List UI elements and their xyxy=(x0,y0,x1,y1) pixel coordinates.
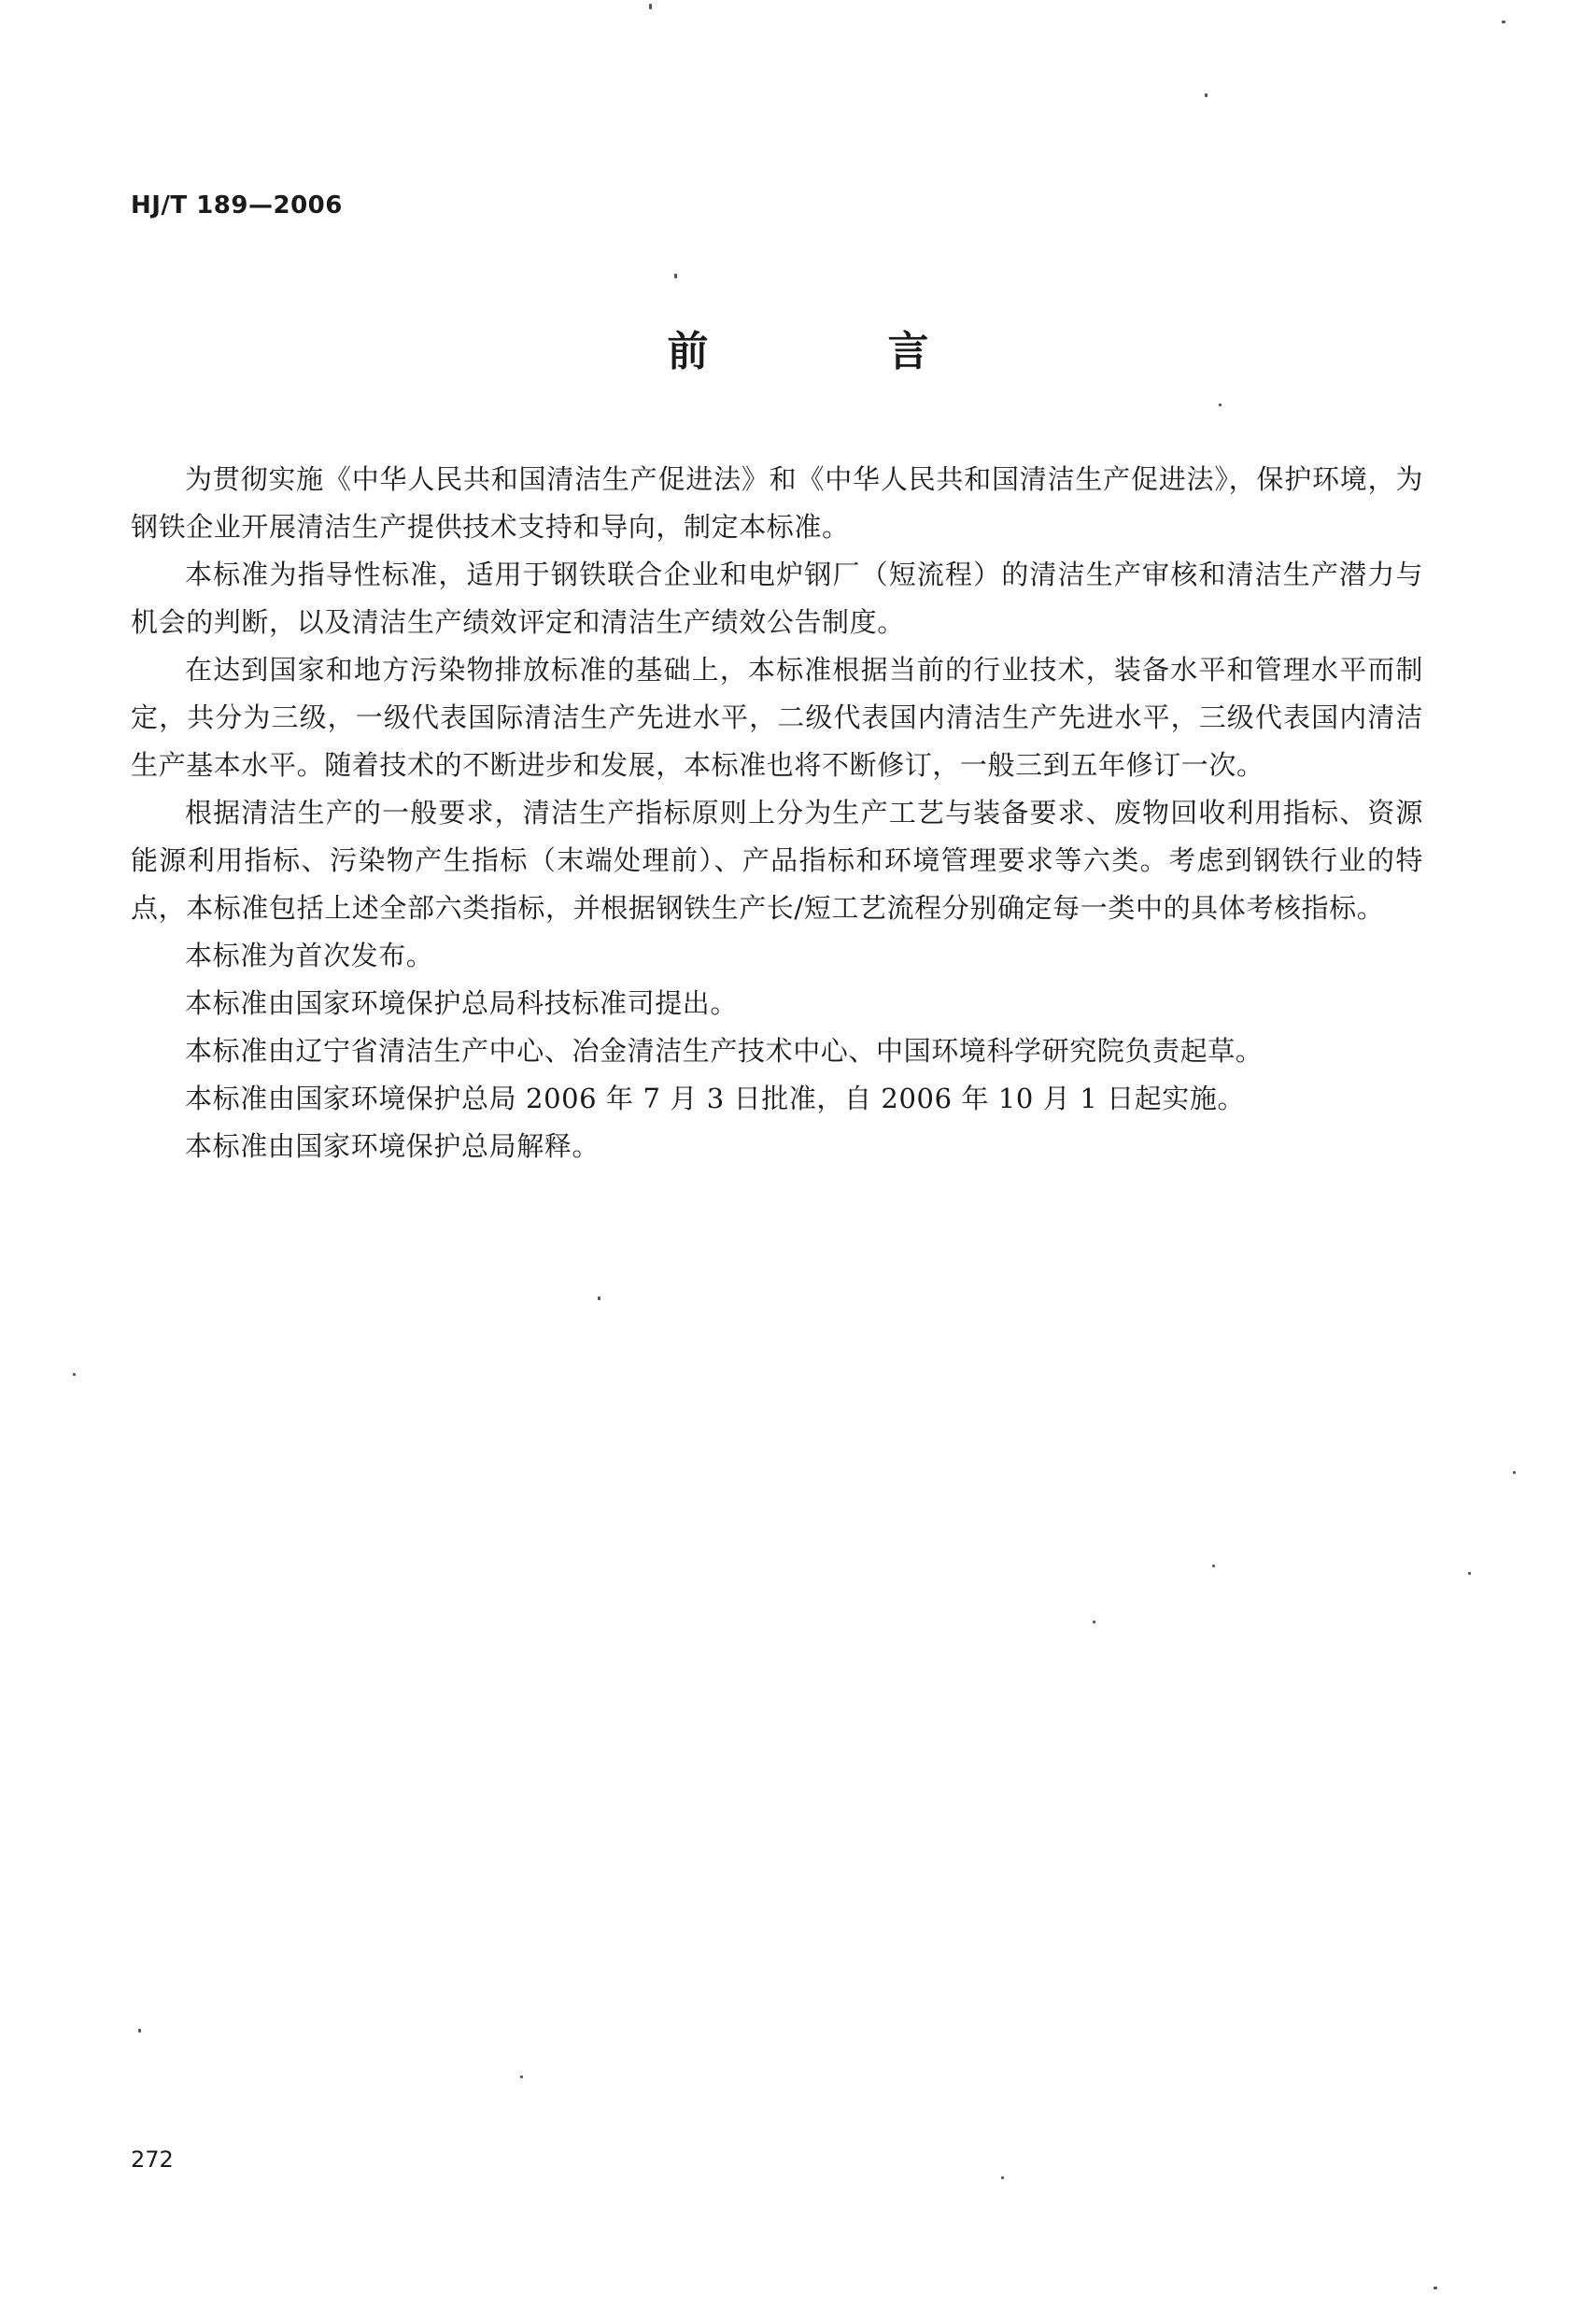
scan-speck xyxy=(1212,1565,1215,1567)
paragraph-drafted-by: 本标准由辽宁省清洁生产中心、冶金清洁生产技术中心、中国环境科学研究院负责起草。 xyxy=(185,1035,1264,1067)
paragraph-levels: 在达到国家和地方污染物排放标准的基础上，本标准根据当前的行业技术，装备水平和管理水平而制定，共分为三级，一级代表国际清洁生产先进水平，二级代表国内清洁生产先进水平，三级代表国内清洁生产基本水平。随着技术的不断进步和发展，本标准也将不断修订，一般三到五年修订一次。 xyxy=(131,654,1423,781)
paragraph-purpose: 为贯彻实施《中华人民共和国清洁生产促进法》和《中华人民共和国清洁生产促进法》，保护环境，为钢铁企业开展清洁生产提供技术支持和导向，制定本标准。 xyxy=(131,463,1423,543)
scan-speck xyxy=(1468,1572,1471,1575)
scan-speck xyxy=(1434,2287,1437,2289)
paragraph-interpretation: 本标准由国家环境保护总局解释。 xyxy=(185,1130,600,1162)
paragraph-indicators: 根据清洁生产的一般要求，清洁生产指标原则上分为生产工艺与装备要求、废物回收利用指标、资源能源利用指标、污染物产生指标（末端处理前）、产品指标和环境管理要求等六类。考虑到钢铁行业的特点，本标准包括上述全部六类指标，并根据钢铁生产长/短工艺流程分别确定每一类中的具体考核指标。 xyxy=(131,797,1423,924)
scan-speck xyxy=(674,274,677,278)
page-number: 272 xyxy=(131,2146,174,2173)
standard-code: HJ/T 189—2006 xyxy=(131,191,343,220)
foreword-body xyxy=(131,456,1423,1170)
scan-speck xyxy=(1502,21,1505,23)
scan-speck xyxy=(73,1373,76,1376)
scan-speck xyxy=(520,2075,523,2078)
scan-speck xyxy=(1205,93,1208,97)
paragraph-proposed-by: 本标准由国家环境保护总局科技标准司提出。 xyxy=(185,987,739,1019)
scan-speck xyxy=(598,1296,600,1300)
scan-speck xyxy=(1219,404,1222,406)
paragraph-approval: 本标准由国家环境保护总局 2006 年 7 月 3 日批准，自 2006 年 10 月 1 日起实施。 xyxy=(185,1083,1246,1114)
scan-speck xyxy=(1001,2176,1004,2179)
paragraph-first-release: 本标准为首次发布。 xyxy=(185,940,434,971)
scan-speck xyxy=(649,4,652,9)
scan-speck xyxy=(138,2029,141,2033)
scan-speck xyxy=(1093,1621,1095,1623)
page-title: 前 言 xyxy=(667,328,998,375)
paragraph-scope: 本标准为指导性标准，适用于钢铁联合企业和电炉钢厂（短流程）的清洁生产审核和清洁生产潜力与机会的判断，以及清洁生产绩效评定和清洁生产绩效公告制度。 xyxy=(131,559,1423,638)
scan-speck xyxy=(1513,1471,1516,1474)
